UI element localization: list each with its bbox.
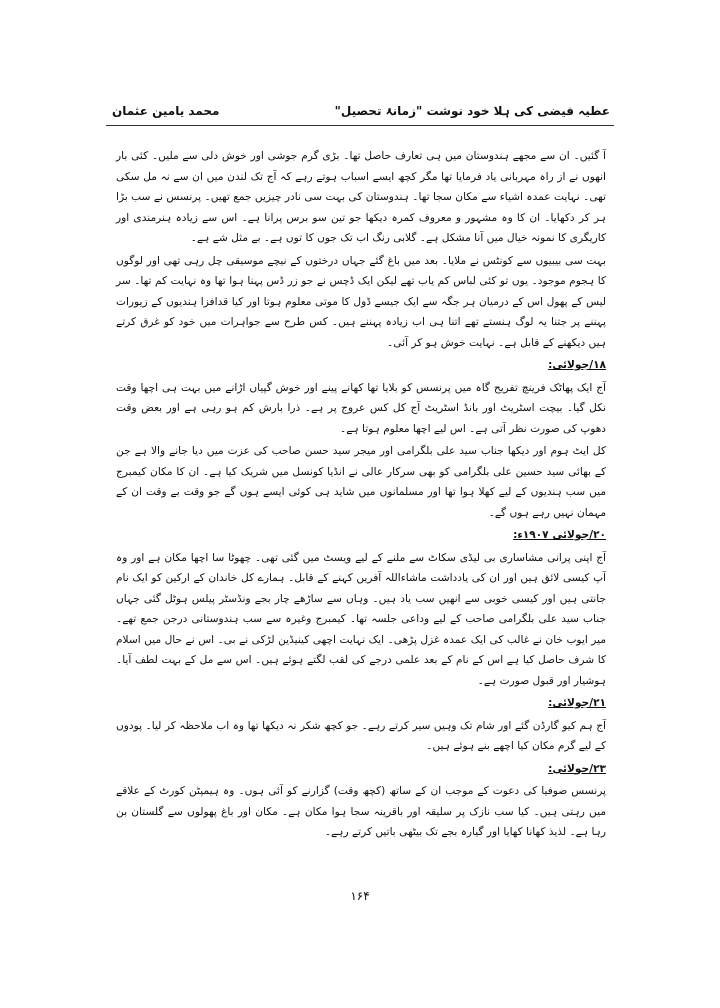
date-heading: ۲۱/جولائی: [548, 697, 606, 709]
page-body [116, 146, 606, 845]
paragraph: آج ایک پھاٹک فرینچ تفریح گاہ میں پرنسس کو بلایا تھا کھانے پینے اور خوش گپیاں اڑانے میں بہت ہی اچھا وقت نکل گیا۔ بیچت اسٹریٹ اور بانڈ اسٹریٹ آج کل کس عروج پر ہے۔ ذرا بارش کم ہو رہی ہے اور بعض وقت دھوپ کی صورت نظر آتی ہے۔ اس لیے اچھا معلوم ہوتا ہے۔ [116, 381, 606, 435]
paragraph: بہت سی بیبیوں سے کونٹس نے ملایا۔ بعد میں باغ گئے جہاں درختوں کے نیچے موسیقی چل رہی تھی اور لوگوں کا ہجوم موجود۔ یوں تو کئی لباس کم یاب تھے لیکن ایک ڈچس نے جو زر ڈس پہنا ہوا تھا وہ نہایت کم تھا۔ سر لیس کے پھول اس کے درمیان ہر جگہ سے ایک جیسے ڈول کا موتی معلوم ہوتا اور کیا قدافزا ہندیوں کے زیورات پہننے پر جتنا یہ لوگ ہنستے تھے اتنا ہی اب زیادہ پہننے ہیں۔ کس طرح سے جواہرات میں خود کو غرق کرتے ہیں دیکھنے کے قابل ہے۔ نہایت خوش ہو کر آئی۔ [116, 254, 606, 349]
paragraph: کل ایٹ ہوم اور دیکھا جناب سید علی بلگرامی اور میجر سید حسن صاحب کی عزت میں دیا جانے والا ہے جن کے بھائی سید حسین علی بلگرامی کو بھی سرکار عالی نے انڈیا کونسل میں شریک کیا ہے۔ ان کا مکان کیمبرج میں سب ہندیوں کے لیے کھلا ہوا تھا اور مسلمانوں میں شاید ہی کوئی ایسے ہوں گے جو وقت بے وقت ان کے مہمان نہیں رہے ہوں گے۔ [116, 445, 606, 519]
page-header [112, 104, 610, 118]
running-title: عطیہ فیضی کی ہلا خود نوشت "زمانۂ تحصیل" [334, 104, 610, 118]
date-heading: ۱۸/جولائی: [548, 359, 606, 371]
page-number: ۱۶۴ [350, 889, 370, 903]
header-rule [106, 125, 614, 126]
paragraph: آ گئیں۔ ان سے مجھے ہندوستان میں ہی تعارف حاصل تھا۔ بڑی گرم جوشی اور خوش دلی سے ملیں۔ کئی بار انھوں نے از راہ مہربانی یاد فرمایا تھا مگر کچھ ایسے اسباب ہوتے رہے کہ آج تک لندن میں ان سے نہ مل سکی تھی۔ نہایت عمدہ اشیاء سے مکان سجا تھا۔ ہندوستان کی بہت سی نادر چیزیں جمع تھیں۔ پرنسس نے سب بڑا ہر کر دکھایا۔ ان کا وہ مشہور و معروف کمرہ دیکھا جو تین سو برس پرانا ہے۔ اس سے زیادہ ہنرمندی اور کاریگری کا نمونہ خیال میں آنا مشکل ہے۔ گلابی رنگ اب تک جوں کا توں ہے۔ بے مثل شے ہے۔ [116, 150, 606, 244]
paragraph: آج ہم کیو گارڈن گئے اور شام تک وہیں سیر کرتے رہے۔ جو کچھ شکر نہ دیکھا تھا وہ اب ملاحظہ کر لیا۔ پودوں کے لیے گرم مکان کیا اچھے بنے ہوئے ہیں۔ [116, 719, 606, 752]
author-name: محمد یامین عثمان [112, 104, 220, 118]
date-heading: ۲۰/جولائی ۱۹۰۷ء: [513, 529, 606, 541]
date-heading: ۲۳/جولائی: [548, 762, 606, 775]
paragraph: پرنسس صوفیا کی دعوت کے موجب ان کے ساتھ (کچھ وقت) گزارنے کو آئی ہوں۔ وہ ہیمپٹن کورٹ کے علاقے میں رہتی ہیں۔ کیا سب نازک پر سلیقہ اور باقرینہ سجا ہوا مکان ہے۔ مکان اور باغ پھولوں سے گلستان بن رہا ہے۔ لذیذ کھانا کھایا اور گیارہ بجے تک بیٹھی باتیں کرتے رہے۔ [116, 785, 606, 838]
paragraph: آج اپنی پرانی مشاساری بی لیڈی سکاٹ سے ملنے کے لیے ویسٹ میں گئی تھی۔ چھوٹا سا اچھا مکان ہے اور وہ آپ کیسی لائق ہیں اور ان کی یادداشت ماشاءاللہ آفریں کہنے کے قابل۔ ہمارے کل خاندان کے ارکین کو ایک نام جانتی ہیں اور کیسی خوبی سے انھیں سب یاد ہیں۔ وہاں سے ساڑھے چار بجے ونڈسٹر پیلس ہوٹل گئی جہاں جناب سید علی بلگرامی صاحب کے لیے وداعی جلسہ تھا۔ کیمبرج وغیرہ سے سب ہندوستانی درجن جمع تھے۔ میر ایوب خان نے غالب کی ایک عمدہ غزل پڑھی۔ ایک نہایت اچھی کینیڈین لڑکی نے بی۔ اس نے حال میں اسلام کا شرف حاصل کیا ہے اس کے نام کے بعد علمی درجے کی لقب لگتے ہوئے ہیں۔ اس سے مل کے بہت لطف آیا۔ ہوشیار اور قبول صورت ہے۔ [116, 551, 606, 687]
